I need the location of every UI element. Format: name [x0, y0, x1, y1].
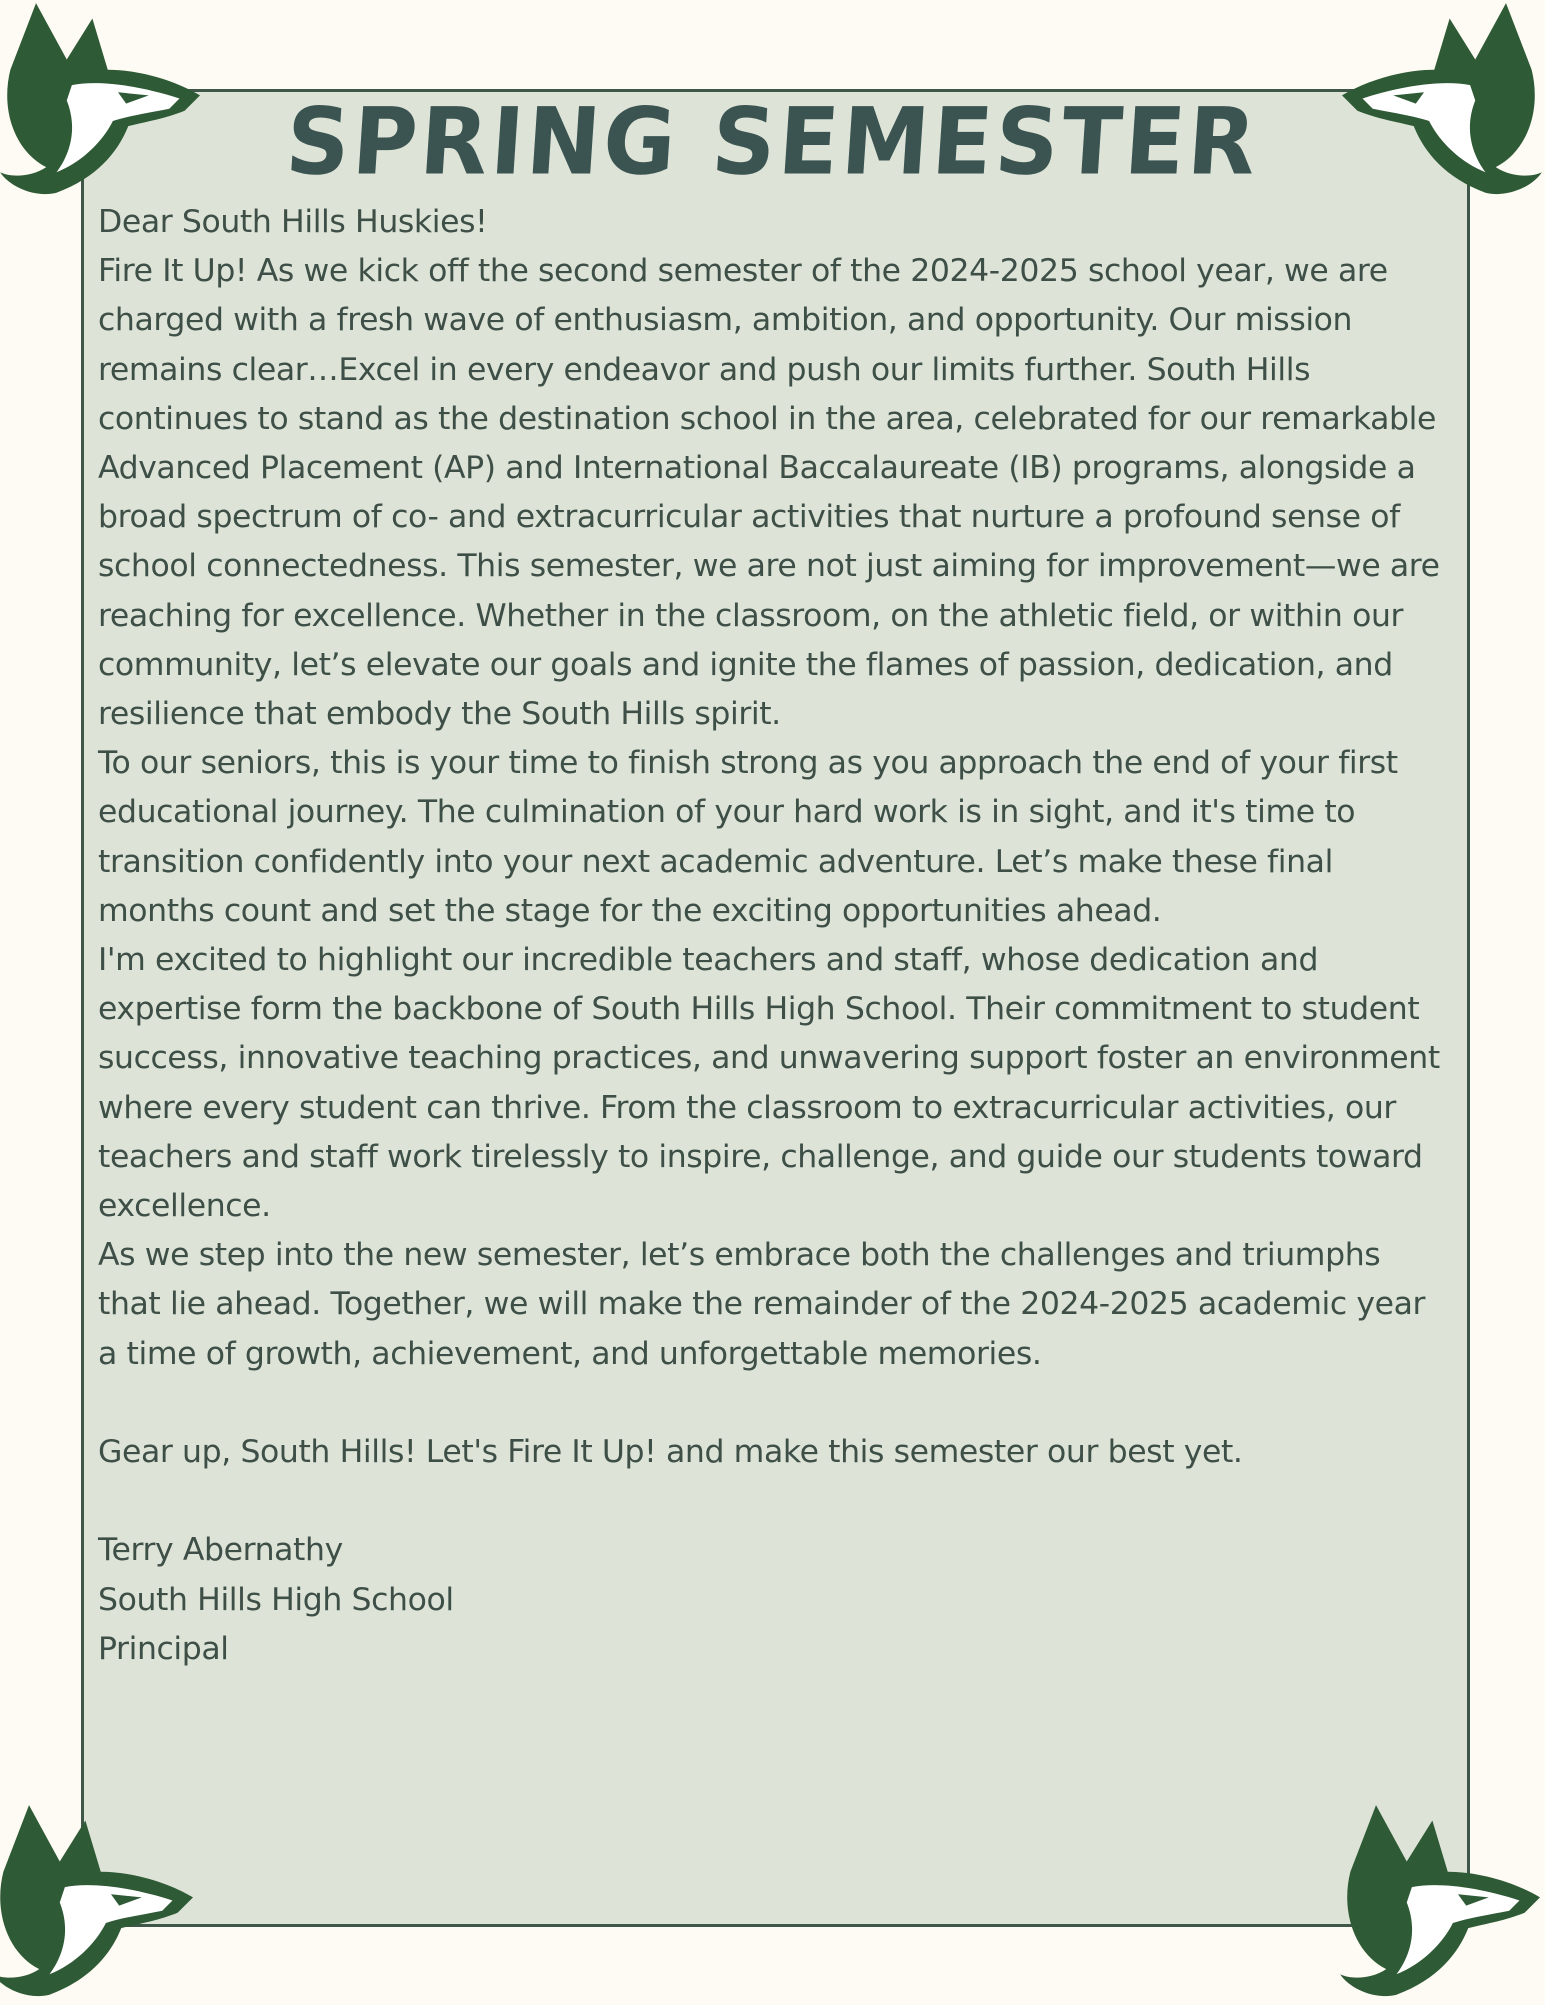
letter-paragraph-2: To our seniors, this is your time to finish strong as you approach the end of your first educational journey. The culmination of your hard work is in sight, and it's time to transition confidently into your next academic adventure. Let’s make these final months count and set the stage for the exciting opportunities ahead.	[98, 745, 1398, 929]
signature-school: South Hills High School	[98, 1581, 454, 1618]
principal-letter	[98, 198, 1443, 1674]
letter-paragraph-4: As we step into the new semester, let’s embrace both the challenges and triumphs that lie ahead. Together, we will make the remainder of the 2024-2025 academic year a time of growth, achievement, and unforgettable memories.	[98, 1237, 1426, 1372]
letter-closing: Gear up, South Hills! Let's Fire It Up! and make this semester our best yet.	[98, 1434, 1243, 1471]
signature-name: Terry Abernathy	[98, 1532, 343, 1569]
husky-head-icon	[0, 0, 200, 203]
letter-greeting: Dear South Hills Huskies!	[98, 204, 488, 240]
husky-head-icon	[1342, 0, 1545, 203]
page-title: SPRING SEMESTER	[282, 87, 1263, 196]
husky-head-icon	[0, 1800, 193, 2005]
letter-paragraph-1: Fire It Up! As we kick off the second semester of the 2024-2025 school year, we are charged with a fresh wave of enthusiasm, ambition, and opportunity. Our mission remains clear…Excel in every endeavor and push our limits further. South Hills continues to stand as the destination school in the area, celebrated for our remarkable Advanced Placement (AP) and International Baccalaureate (IB) programs, alongside a broad spectrum of co- and extracurricular activities that nurture a profound sense of school connectedness. This semester, we are not just aiming for improvement—we are reaching for excellence. Whether in the classroom, on the athletic field, or within our community, let’s elevate our goals and ignite the flames of passion, dedication, and resilience that embody the South Hills spirit.	[98, 253, 1440, 733]
spacer	[98, 1477, 1443, 1526]
spacer	[98, 1379, 1443, 1428]
husky-head-icon	[1335, 1800, 1540, 2005]
letter-paragraph-3: I'm excited to highlight our incredible teachers and staff, whose dedication and expertise form the backbone of South Hills High School. Their commitment to student success, innovative teaching practices, and unwavering support foster an environment where every student can thrive. From the classroom to extracurricular activities, our teachers and staff work tirelessly to inspire, challenge, and guide our students toward excellence.	[98, 942, 1440, 1225]
signature-title: Principal	[98, 1630, 229, 1667]
